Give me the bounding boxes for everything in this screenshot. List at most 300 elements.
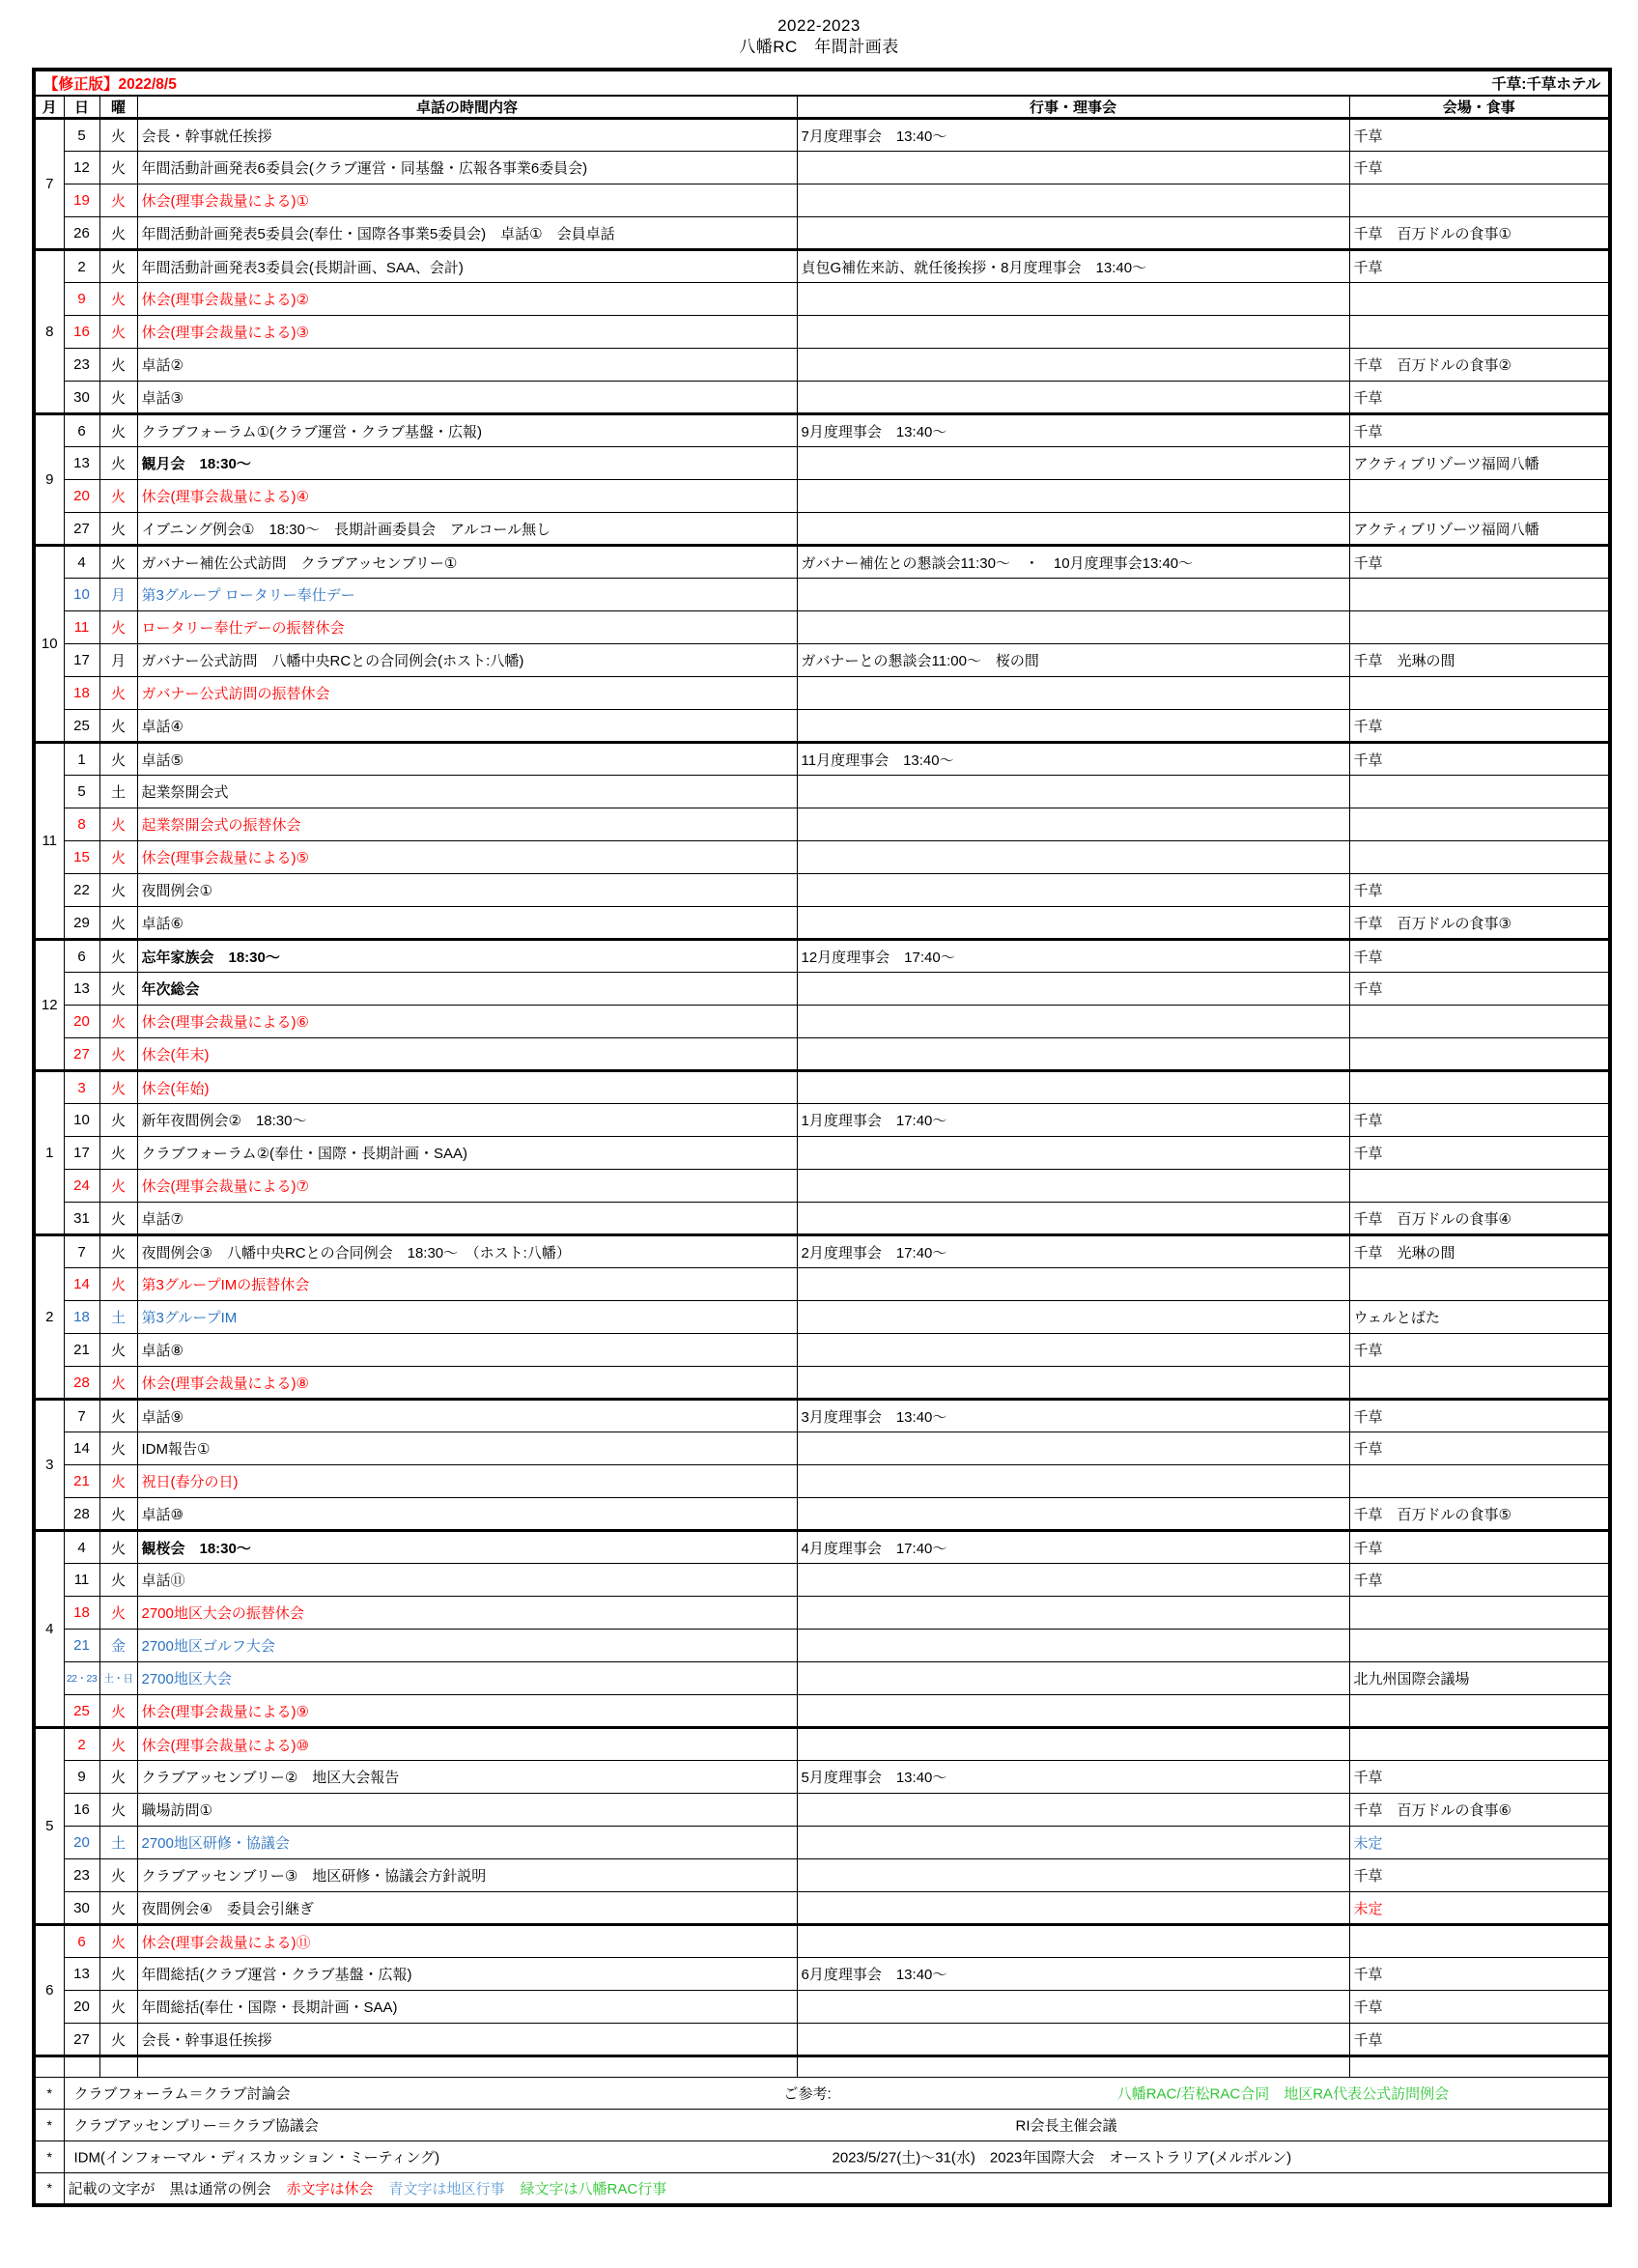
footnote-marker: * (34, 2110, 64, 2141)
program-cell: 休会(理事会裁量による)⑥ (137, 1006, 797, 1038)
month-label: 8 (34, 250, 64, 414)
day-cell: 10 (64, 1104, 99, 1137)
month-block (34, 546, 1610, 743)
program-cell: ガバナー補佐公式訪問 クラブアッセンブリー① (137, 546, 797, 579)
month-label: 7 (34, 119, 64, 250)
day-cell: 14 (64, 1268, 99, 1301)
venue-cell: 千草 百万ドルの食事② (1349, 349, 1610, 382)
day-cell: 17 (64, 644, 99, 677)
event-cell (797, 1334, 1349, 1367)
schedule-row (34, 1038, 1610, 1071)
event-cell (797, 808, 1349, 841)
schedule-row (34, 1892, 1610, 1925)
schedule-row (34, 1334, 1610, 1367)
venue-cell: アクティブリゾーツ福岡八幡 (1349, 513, 1610, 546)
day-cell: 28 (64, 1498, 99, 1531)
weekday-cell: 火 (99, 1728, 137, 1761)
weekday-cell: 火 (99, 1859, 137, 1892)
footnote-mid-text: ご参考: (783, 2085, 832, 2103)
schedule-header (34, 70, 1610, 119)
day-cell: 20 (64, 480, 99, 513)
program-cell: 卓話⑨ (137, 1400, 797, 1432)
weekday-cell: 火 (99, 973, 137, 1006)
weekday-cell: 火 (99, 1137, 137, 1170)
footnote-body (64, 2141, 1610, 2173)
weekday-cell: 火 (99, 611, 137, 644)
event-cell (797, 1137, 1349, 1170)
program-cell: イブニング例会① 18:30～ 長期計画委員会 アルコール無し (137, 513, 797, 546)
weekday-cell: 火 (99, 1104, 137, 1137)
schedule-row (34, 973, 1610, 1006)
venue-cell: 未定 (1349, 1827, 1610, 1859)
weekday-cell: 火 (99, 1564, 137, 1597)
schedule-row (34, 1925, 1610, 1958)
event-cell (797, 1367, 1349, 1400)
legend-segment: 赤文字は休会 (286, 2180, 374, 2197)
schedule-row (34, 152, 1610, 184)
weekday-cell: 火 (99, 119, 137, 152)
program-cell: 2700地区大会 (137, 1662, 797, 1695)
event-cell (797, 447, 1349, 480)
event-cell (797, 513, 1349, 546)
program-cell: 観桜会 18:30～ (137, 1531, 797, 1564)
schedule-row (34, 1268, 1610, 1301)
program-cell: 2700地区研修・協議会 (137, 1827, 797, 1859)
event-cell (797, 349, 1349, 382)
venue-cell: 千草 百万ドルの食事④ (1349, 1203, 1610, 1235)
weekday-cell: 火 (99, 710, 137, 743)
day-cell: 18 (64, 1597, 99, 1630)
event-cell (797, 1564, 1349, 1597)
schedule-row (34, 1991, 1610, 2024)
event-cell (797, 841, 1349, 874)
schedule-row (34, 1597, 1610, 1630)
venue-cell: 千草 (1349, 382, 1610, 414)
event-cell (797, 1794, 1349, 1827)
program-cell: 休会(年始) (137, 1071, 797, 1104)
day-cell: 22・23 (64, 1662, 99, 1695)
month-label: 3 (34, 1400, 64, 1531)
day-cell: 25 (64, 710, 99, 743)
venue-cell: 千草 (1349, 546, 1610, 579)
schedule-row (34, 1104, 1610, 1137)
schedule-row (34, 1958, 1610, 1991)
venue-cell: 千草 (1349, 250, 1610, 283)
venue-cell (1349, 1630, 1610, 1662)
schedule-row (34, 1465, 1610, 1498)
schedule-row (34, 1859, 1610, 1892)
program-cell: 夜間例会③ 八幡中央RCとの合同例会 18:30～ （ホスト:八幡） (137, 1235, 797, 1268)
venue-cell: 千草 百万ドルの食事③ (1349, 907, 1610, 940)
day-cell: 3 (64, 1071, 99, 1104)
schedule-row (34, 874, 1610, 907)
venue-cell: アクティブリゾーツ福岡八幡 (1349, 447, 1610, 480)
day-cell: 9 (64, 1761, 99, 1794)
schedule-row (34, 414, 1610, 447)
venue-cell (1349, 316, 1610, 349)
event-cell (797, 1892, 1349, 1925)
schedule-row (34, 217, 1610, 250)
day-cell: 25 (64, 1695, 99, 1728)
event-cell (797, 1203, 1349, 1235)
venue-cell: 千草 (1349, 874, 1610, 907)
month-block (34, 1925, 1610, 2056)
weekday-cell: 火 (99, 349, 137, 382)
event-cell (797, 907, 1349, 940)
empty-cell (797, 2056, 1349, 2078)
weekday-cell: 火 (99, 907, 137, 940)
schedule-row (34, 283, 1610, 316)
day-cell: 19 (64, 184, 99, 217)
event-cell (797, 776, 1349, 808)
venue-cell: 千草 (1349, 152, 1610, 184)
venue-cell: ウェルとばた (1349, 1301, 1610, 1334)
day-cell: 11 (64, 1564, 99, 1597)
event-cell: 11月度理事会 13:40～ (797, 743, 1349, 776)
day-cell: 18 (64, 677, 99, 710)
day-cell: 8 (64, 808, 99, 841)
day-cell: 20 (64, 1827, 99, 1859)
day-cell: 6 (64, 414, 99, 447)
schedule-row (34, 808, 1610, 841)
day-cell: 1 (64, 743, 99, 776)
schedule-row (34, 250, 1610, 283)
schedule-row (34, 1301, 1610, 1334)
footnote-right-text: 八幡RAC/若松RAC合同 地区RA代表公式訪問例会 (1116, 2085, 1450, 2103)
venue-cell (1349, 1268, 1610, 1301)
weekday-cell: 金 (99, 1630, 137, 1662)
schedule-row (34, 1203, 1610, 1235)
weekday-cell: 火 (99, 1465, 137, 1498)
venue-cell: 北九州国際会議場 (1349, 1662, 1610, 1695)
program-cell: IDM報告① (137, 1432, 797, 1465)
empty-cell (34, 2056, 64, 2078)
weekday-cell: 火 (99, 1006, 137, 1038)
weekday-cell: 火 (99, 1432, 137, 1465)
program-cell: 卓話④ (137, 710, 797, 743)
month-block (34, 1728, 1610, 1925)
schedule-row (34, 382, 1610, 414)
month-block (34, 1531, 1610, 1728)
day-cell: 5 (64, 119, 99, 152)
schedule-row (34, 1761, 1610, 1794)
event-cell (797, 283, 1349, 316)
annual-schedule-table (32, 68, 1612, 2207)
venue-cell: 千草 (1349, 1104, 1610, 1137)
weekday-cell: 火 (99, 1531, 137, 1564)
day-cell: 21 (64, 1630, 99, 1662)
day-cell: 29 (64, 907, 99, 940)
footnote-body (64, 2078, 1610, 2110)
footnote-body (64, 2173, 1610, 2205)
day-cell: 30 (64, 1892, 99, 1925)
day-cell: 27 (64, 1038, 99, 1071)
event-cell: 4月度理事会 17:40～ (797, 1531, 1349, 1564)
program-cell: 休会(理事会裁量による)⑩ (137, 1728, 797, 1761)
weekday-cell: 火 (99, 546, 137, 579)
day-cell: 6 (64, 940, 99, 973)
weekday-cell: 火 (99, 382, 137, 414)
footnote-row (34, 2110, 1610, 2141)
schedule-row (34, 316, 1610, 349)
event-cell: 1月度理事会 17:40～ (797, 1104, 1349, 1137)
schedule-row (34, 349, 1610, 382)
day-cell: 31 (64, 1203, 99, 1235)
venue-cell (1349, 808, 1610, 841)
empty-cell (99, 2056, 137, 2078)
program-cell: 休会(理事会裁量による)⑦ (137, 1170, 797, 1203)
col-header-venue: 会場・食事 (1349, 96, 1610, 119)
schedule-row (34, 1137, 1610, 1170)
program-cell: ガバナー公式訪問の振替休会 (137, 677, 797, 710)
event-cell: 7月度理事会 13:40～ (797, 119, 1349, 152)
schedule-row (34, 513, 1610, 546)
footnote-center-text: 2023/5/27(土)～31(水) 2023年国際大会 オーストラリア(メルボルン) (832, 2149, 1292, 2167)
program-cell: 忘年家族会 18:30～ (137, 940, 797, 973)
column-header-row (34, 96, 1610, 119)
weekday-cell: 火 (99, 184, 137, 217)
venue-note: 千草:千草ホテル (1491, 76, 1601, 94)
revision-band (34, 70, 1610, 96)
venue-cell: 千草 (1349, 1761, 1610, 1794)
weekday-cell: 火 (99, 1794, 137, 1827)
venue-cell: 千草 (1349, 1400, 1610, 1432)
program-cell: 休会(理事会裁量による)② (137, 283, 797, 316)
weekday-cell: 火 (99, 1334, 137, 1367)
venue-cell (1349, 1071, 1610, 1104)
event-cell (797, 1268, 1349, 1301)
venue-cell (1349, 1465, 1610, 1498)
weekday-cell: 火 (99, 743, 137, 776)
col-header-month: 月 (34, 96, 64, 119)
event-cell (797, 611, 1349, 644)
event-cell (797, 1662, 1349, 1695)
weekday-cell: 火 (99, 1203, 137, 1235)
event-cell (797, 382, 1349, 414)
weekday-cell: 土 (99, 1827, 137, 1859)
event-cell (797, 480, 1349, 513)
event-cell (797, 2024, 1349, 2056)
event-cell (797, 579, 1349, 611)
weekday-cell: 土・日 (99, 1662, 137, 1695)
program-cell: 会長・幹事退任挨拶 (137, 2024, 797, 2056)
schedule-row (34, 677, 1610, 710)
empty-cell (137, 2056, 797, 2078)
event-cell: 9月度理事会 13:40～ (797, 414, 1349, 447)
weekday-cell: 火 (99, 2024, 137, 2056)
schedule-row (34, 1630, 1610, 1662)
program-cell: 第3グループ ロータリー奉仕デー (137, 579, 797, 611)
schedule-row (34, 644, 1610, 677)
month-block (34, 940, 1610, 1071)
day-cell: 11 (64, 611, 99, 644)
weekday-cell: 火 (99, 1268, 137, 1301)
program-cell: クラブフォーラム①(クラブ運営・クラブ基盤・広報) (137, 414, 797, 447)
event-cell (797, 1728, 1349, 1761)
venue-cell (1349, 1170, 1610, 1203)
event-cell (797, 1859, 1349, 1892)
month-label: 5 (34, 1728, 64, 1925)
footnote-left-text: IDM(インフォーマル・ディスカッション・ミーティング) (73, 2149, 440, 2167)
program-cell: 卓話⑩ (137, 1498, 797, 1531)
footnote-left-text: クラブフォーラム＝クラブ討論会 (73, 2085, 291, 2103)
weekday-cell: 火 (99, 1925, 137, 1958)
venue-cell (1349, 1006, 1610, 1038)
venue-cell: 千草 (1349, 1958, 1610, 1991)
venue-cell: 未定 (1349, 1892, 1610, 1925)
weekday-cell: 火 (99, 1170, 137, 1203)
day-cell: 27 (64, 513, 99, 546)
weekday-cell: 火 (99, 677, 137, 710)
venue-cell (1349, 677, 1610, 710)
schedule-row (34, 776, 1610, 808)
event-cell (797, 973, 1349, 1006)
program-cell: 年間総括(クラブ運営・クラブ基盤・広報) (137, 1958, 797, 1991)
day-cell: 23 (64, 1859, 99, 1892)
month-block (34, 1071, 1610, 1235)
day-cell: 27 (64, 2024, 99, 2056)
weekday-cell: 火 (99, 841, 137, 874)
day-cell: 14 (64, 1432, 99, 1465)
event-cell (797, 874, 1349, 907)
venue-cell (1349, 283, 1610, 316)
weekday-cell: 火 (99, 1991, 137, 2024)
venue-cell: 千草 (1349, 1564, 1610, 1597)
day-cell: 21 (64, 1334, 99, 1367)
event-cell (797, 217, 1349, 250)
event-cell (797, 1038, 1349, 1071)
revision-label: 【修正版】2022/8/5 (43, 76, 177, 94)
footnote-row (34, 2078, 1610, 2110)
event-cell: 12月度理事会 17:40～ (797, 940, 1349, 973)
weekday-cell: 火 (99, 1071, 137, 1104)
program-cell: 観月会 18:30～ (137, 447, 797, 480)
schedule-row (34, 1794, 1610, 1827)
schedule-row (34, 447, 1610, 480)
schedule-row (34, 1235, 1610, 1268)
program-cell: 年間活動計画発表5委員会(奉仕・国際各事業5委員会) 卓話① 会員卓話 (137, 217, 797, 250)
program-cell: 第3グループIMの振替休会 (137, 1268, 797, 1301)
event-cell: 3月度理事会 13:40～ (797, 1400, 1349, 1432)
month-label: 9 (34, 414, 64, 546)
schedule-row (34, 1564, 1610, 1597)
venue-cell: 千草 (1349, 710, 1610, 743)
day-cell: 26 (64, 217, 99, 250)
month-block (34, 414, 1610, 546)
event-cell (797, 1006, 1349, 1038)
month-label: 4 (34, 1531, 64, 1728)
schedule-row (34, 1662, 1610, 1695)
event-cell (797, 710, 1349, 743)
weekday-cell: 火 (99, 414, 137, 447)
weekday-cell: 火 (99, 1958, 137, 1991)
venue-cell (1349, 1597, 1610, 1630)
schedule-row (34, 710, 1610, 743)
weekday-cell: 土 (99, 1301, 137, 1334)
event-cell (797, 1465, 1349, 1498)
venue-cell (1349, 1728, 1610, 1761)
footnotes-block (34, 2078, 1610, 2205)
schedule-row (34, 2024, 1610, 2056)
col-header-program: 卓話の時間内容 (137, 96, 797, 119)
venue-cell: 千草 (1349, 1432, 1610, 1465)
program-cell: 会長・幹事就任挨拶 (137, 119, 797, 152)
day-cell: 24 (64, 1170, 99, 1203)
day-cell: 6 (64, 1925, 99, 1958)
day-cell: 23 (64, 349, 99, 382)
day-cell: 12 (64, 152, 99, 184)
program-cell: クラブアッセンブリー③ 地区研修・協議会方針説明 (137, 1859, 797, 1892)
day-cell: 15 (64, 841, 99, 874)
footnote-center-text: RI会長主催会議 (1015, 2117, 1117, 2135)
venue-cell (1349, 480, 1610, 513)
event-cell (797, 1695, 1349, 1728)
month-label: 1 (34, 1071, 64, 1235)
legend-segment: 青文字は地区行事 (388, 2180, 505, 2197)
schedule-row (34, 1432, 1610, 1465)
month-label: 10 (34, 546, 64, 743)
day-cell: 18 (64, 1301, 99, 1334)
page-title-club: 八幡RC 年間計画表 (739, 38, 899, 57)
program-cell: 休会(理事会裁量による)④ (137, 480, 797, 513)
schedule-row (34, 579, 1610, 611)
venue-cell: 千草 (1349, 1531, 1610, 1564)
month-label: 11 (34, 743, 64, 940)
program-cell: 夜間例会④ 委員会引継ぎ (137, 1892, 797, 1925)
venue-cell (1349, 1038, 1610, 1071)
schedule-row (34, 1827, 1610, 1859)
schedule-row (34, 743, 1610, 776)
month-label: 6 (34, 1925, 64, 2056)
footnote-left-text: クラブアッセンブリー＝クラブ協議会 (73, 2117, 319, 2135)
weekday-cell: 火 (99, 152, 137, 184)
event-cell (797, 316, 1349, 349)
event-cell: 貞包G補佐来訪、就任後挨拶・8月度理事会 13:40～ (797, 250, 1349, 283)
program-cell: 2700地区大会の振替休会 (137, 1597, 797, 1630)
day-cell: 22 (64, 874, 99, 907)
schedule-row (34, 1531, 1610, 1564)
weekday-cell: 火 (99, 1597, 137, 1630)
weekday-cell: 土 (99, 776, 137, 808)
venue-cell: 千草 (1349, 1334, 1610, 1367)
month-block (34, 1235, 1610, 1400)
day-cell: 7 (64, 1235, 99, 1268)
venue-cell: 千草 (1349, 973, 1610, 1006)
weekday-cell: 火 (99, 1695, 137, 1728)
venue-cell (1349, 776, 1610, 808)
day-cell: 16 (64, 316, 99, 349)
month-label: 2 (34, 1235, 64, 1400)
page-title-years: 2022-2023 (777, 16, 861, 35)
venue-cell: 千草 (1349, 414, 1610, 447)
schedule-row (34, 841, 1610, 874)
venue-cell: 千草 光琳の間 (1349, 644, 1610, 677)
venue-cell: 千草 光琳の間 (1349, 1235, 1610, 1268)
program-cell: 年間総括(奉仕・国際・長期計画・SAA) (137, 1991, 797, 2024)
weekday-cell: 火 (99, 1498, 137, 1531)
program-cell: 卓話⑥ (137, 907, 797, 940)
day-cell: 13 (64, 1958, 99, 1991)
event-cell (797, 1432, 1349, 1465)
day-cell: 20 (64, 1991, 99, 2024)
weekday-cell: 火 (99, 513, 137, 546)
day-cell: 2 (64, 1728, 99, 1761)
empty-row (34, 2056, 1610, 2078)
event-cell (797, 1630, 1349, 1662)
weekday-cell: 火 (99, 1367, 137, 1400)
day-cell: 13 (64, 447, 99, 480)
program-cell: 起業祭開会式 (137, 776, 797, 808)
